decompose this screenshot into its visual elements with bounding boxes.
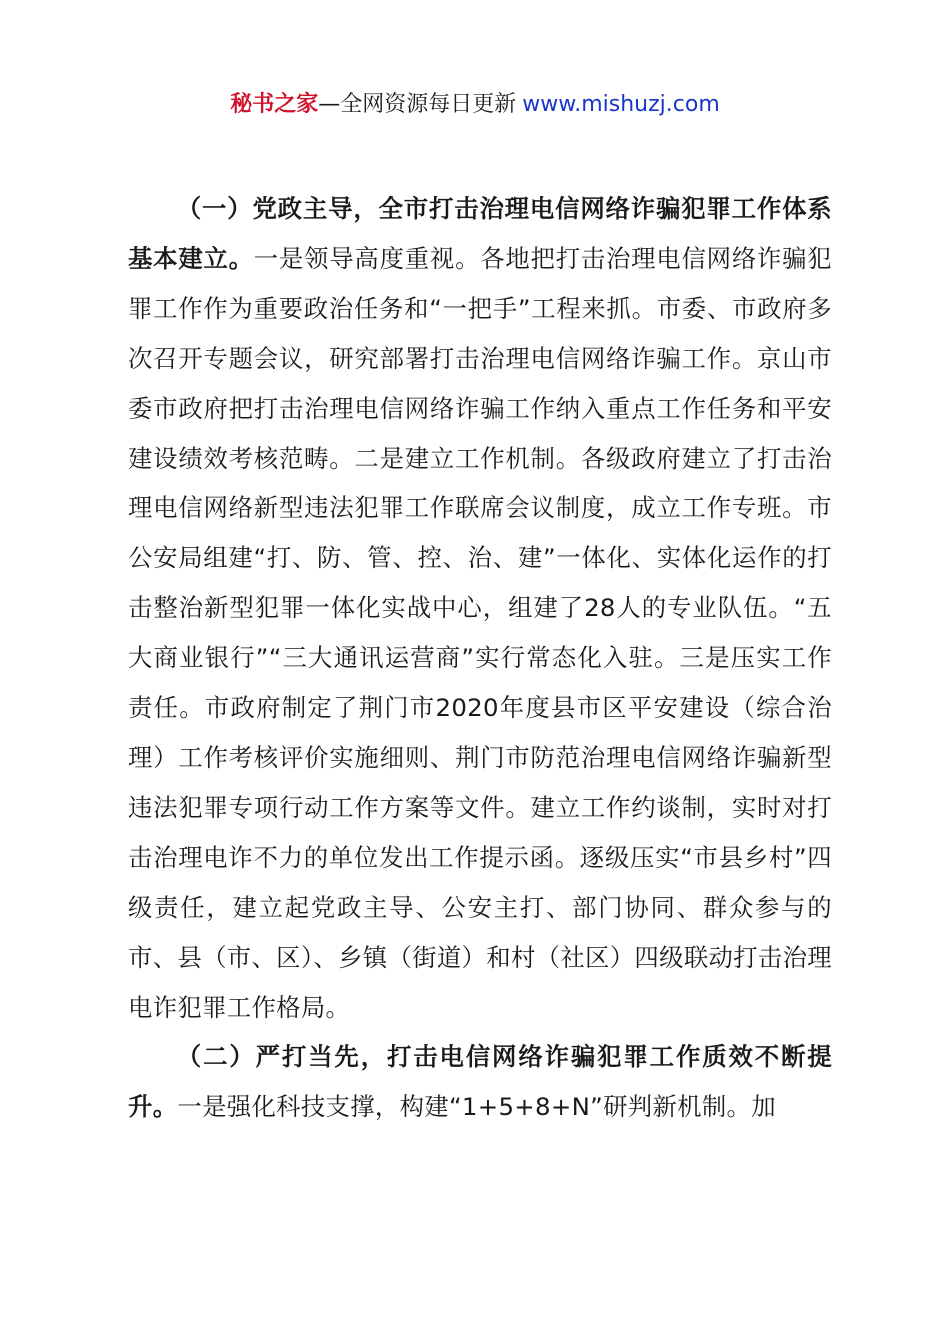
document-body (128, 184, 832, 1132)
paragraph-2-heading: （二）严打当先，打击电信网络诈骗犯罪工作质效不断提升。 (128, 1042, 832, 1122)
site-url-link[interactable]: www.mishuzj.com (522, 92, 720, 117)
site-header (0, 88, 950, 122)
paragraph-1-heading: （一）党政主导，全市打击治理电信网络诈骗犯罪工作体系基本建立。 (128, 194, 832, 273)
paragraph-1 (128, 184, 832, 1032)
paragraph-1-text: 一是领导高度重视。各地把打击治理电信网络诈骗犯罪工作作为重要政治任务和“一把手”工程来抓。市委、市政府多次召开专题会议，研究部署打击治理电信网络诈骗工作。京山市委市政府把打击治理电信网络诈骗工作纳入重点工作任务和平安建设绩效考核范畴。二是建立工作机制。各级政府建立了打击治理电信网络新型违法犯罪工作联席会议制度，成立工作专班。市公安局组建“打、防、管、控、治、建”一体化、实体化运作的打击整治新型犯罪一体化实战中心，组建了28人的专业队伍。“五大商业银行”“三大通讯运营商”实行常态化入驻。三是压实工作责任。市政府制定了荆门市2020年度县市区平安建设（综合治理）工作考核评价实施细则、荆门市防范治理电信网络诈骗新型违法犯罪专项行动工作方案等文件。建立工作约谈制，实时对打击治理电诈不力的单位发出工作提示函。逐级压实“市县乡村”四级责任，建立起党政主导、公安主打、部门协同、群众参与的市、县（市、区）、乡镇（街道）和村（社区）四级联动打击治理电诈犯罪工作格局。 (128, 243, 832, 1022)
paragraph-2 (128, 1032, 832, 1132)
paragraph-2-text: 一是强化科技支撑，构建“1+5+8+N”研判新机制。加 (177, 1092, 776, 1122)
header-tagline: —全网资源每日更新 (318, 92, 517, 117)
brand-name: 秘书之家 (230, 92, 319, 117)
